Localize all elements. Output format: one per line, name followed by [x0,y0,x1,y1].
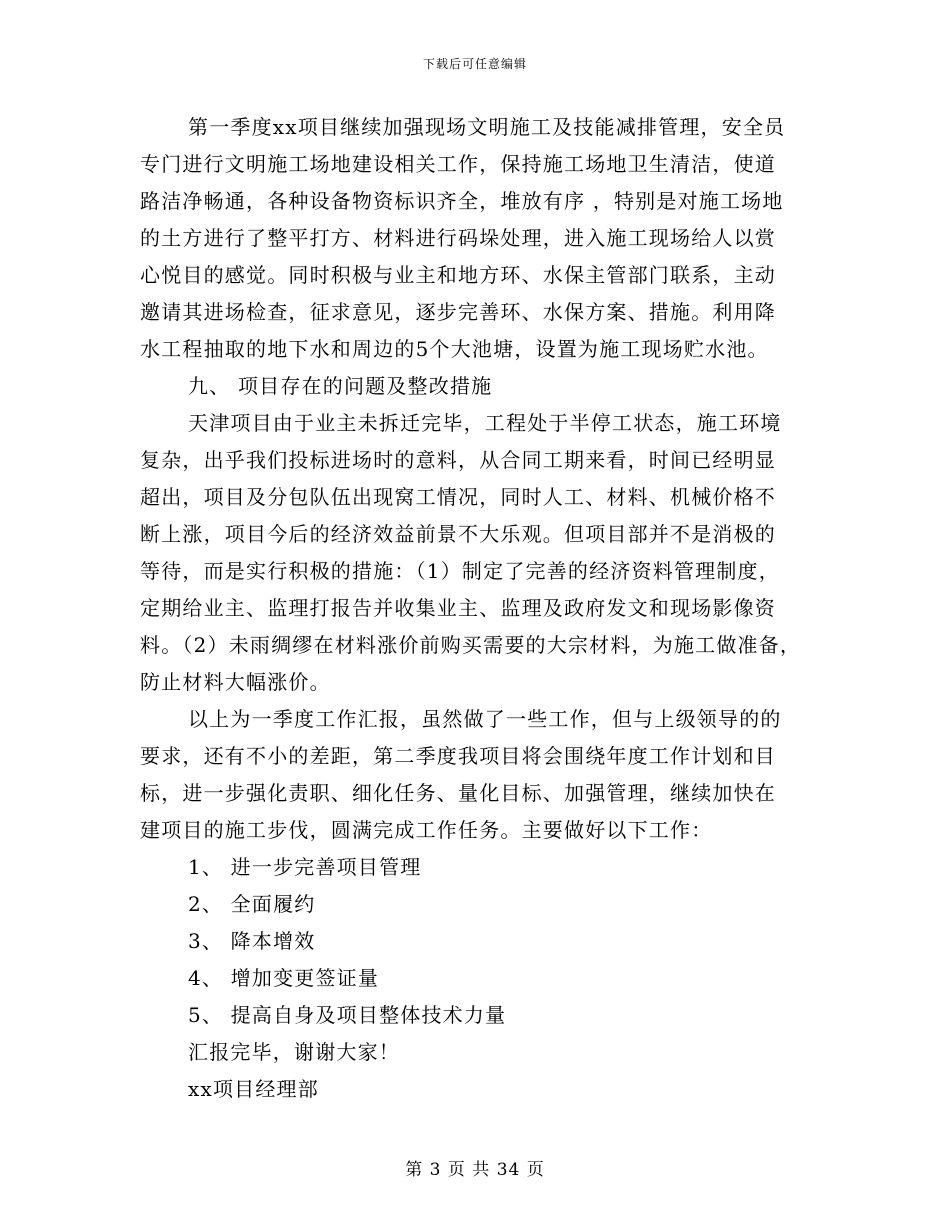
closing-line: 汇报完毕，谢谢大家！ [188,1040,400,1064]
body-line: 路洁净畅通，各种设备物资标识齐全，堆放有序 ，特别是对施工场地 [140,189,784,213]
list-item: 4、 增加变更签证量 [188,966,380,990]
body-line: 要求，还有不小的差距，第二季度我项目将会围绕年度工作计划和目 [140,744,776,768]
body-line: 复杂，出乎我们投标进场时的意料，从合同工期来看，时间已经明显 [140,448,776,472]
list-item: 1、 进一步完善项目管理 [188,855,422,879]
body-line: 第一季度xx项目继续加强现场文明施工及技能减排管理，安全员 [188,115,786,139]
body-line: 水工程抽取的地下水和周边的5个大池塘，设置为施工现场贮水池。 [140,337,769,361]
body-line: 标，进一步强化责职、细化任务、量化目标、加强管理，继续加快在 [140,781,776,805]
body-line: 专门进行文明施工场地建设相关工作，保持施工场地卫生清洁，使道 [140,152,776,176]
body-line: 等待，而是实行积极的措施：（1）制定了完善的经济资料管理制度， [140,559,780,583]
body-line: 超出，项目及分包队伍出现窝工情况，同时人工、材料、机械价格不 [140,485,776,509]
body-line: 以上为一季度工作汇报，虽然做了一些工作，但与上级领导的的 [188,707,782,731]
list-item: 5、 提高自身及项目整体技术力量 [188,1003,507,1027]
page-header: 下载后可任意编辑 [422,57,527,71]
body-line: 邀请其进场检查，征求意见，逐步完善环、水保方案、措施。利用降 [140,300,776,324]
body-line: 的土方进行了整平打方、材料进行码垛处理，进入施工现场给人以赏 [140,226,776,250]
body-line: 断上涨，项目今后的经济效益前景不大乐观。但项目部并不是消极的 [140,522,776,546]
signature-line: xx项目经理部 [188,1077,319,1101]
list-item: 2、 全面履约 [188,892,316,916]
body-line: 防止材料大幅涨价。 [140,670,331,694]
body-line: 建项目的施工步伐，圆满完成工作任务。主要做好以下工作： [140,818,713,842]
section-heading: 九、 项目存在的问题及整改措施 [188,374,493,398]
body-line: 心悦目的感觉。同时积极与业主和地方环、水保主管部门联系，主动 [140,263,776,287]
body-line: 料。（2）未雨绸缪在材料涨价前购买需要的大宗材料，为施工做准备， [140,633,802,657]
body-line: 天津项目由于业主未拆迁完毕，工程处于半停工状态，施工环境 [188,411,782,435]
list-item: 3、 降本增效 [188,929,316,953]
page-footer: 第 3 页 共 34 页 [405,1160,545,1180]
body-line: 定期给业主、监理打报告并收集业主、监理及政府发文和现场影像资 [140,596,776,620]
